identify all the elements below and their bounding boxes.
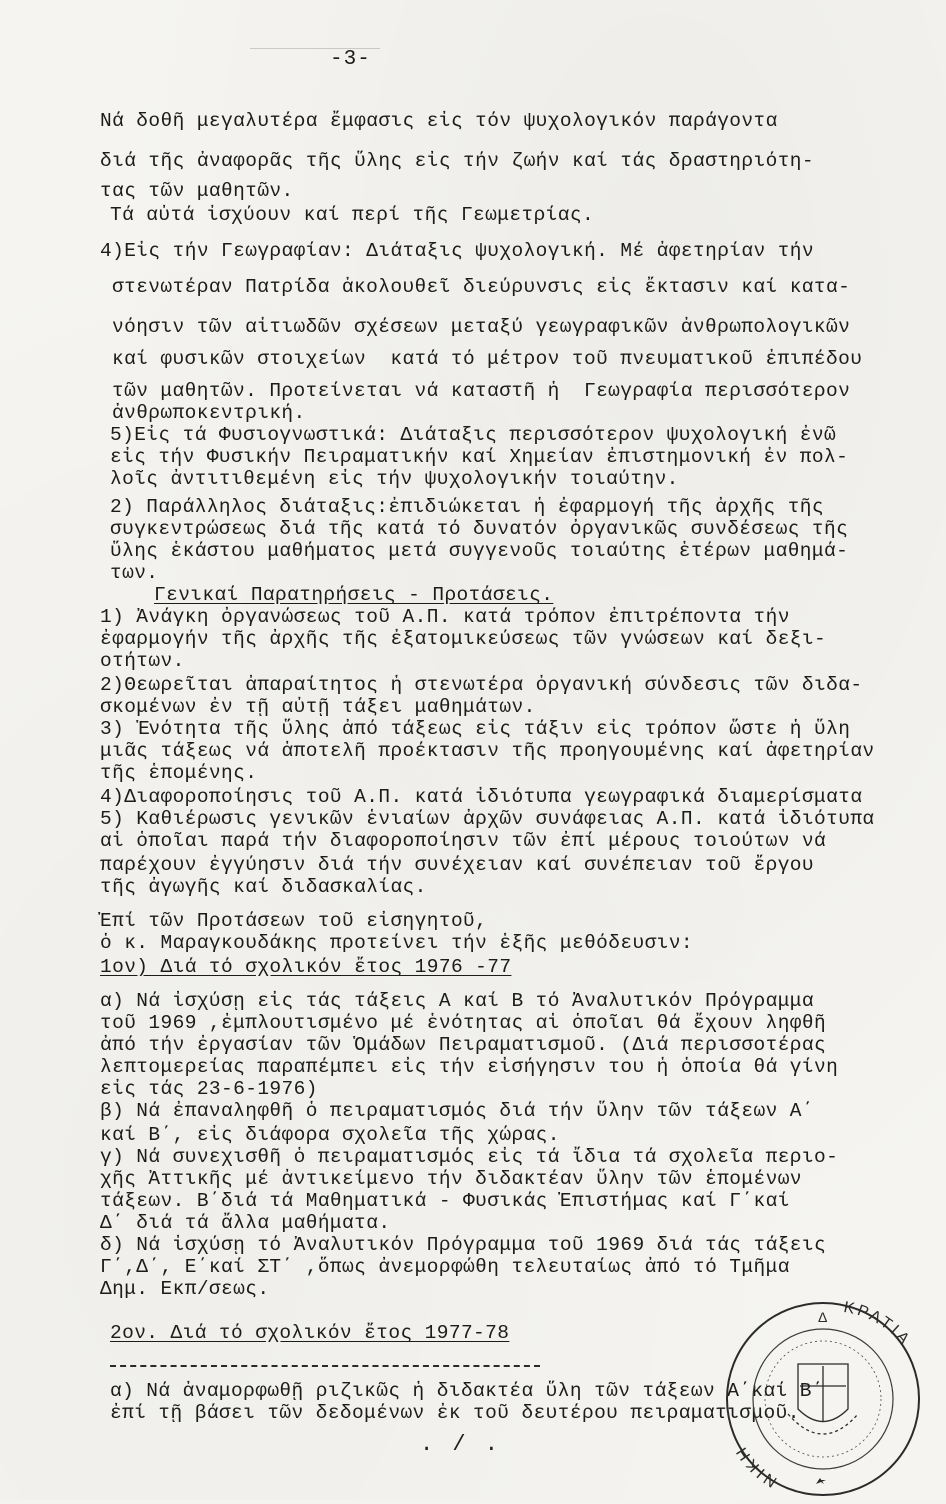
text-line: ἀπό τήν ἐργασίαν τῶν Ὁμάδων Πειραματισμοῦ. (Διά περισσοτέρας: [100, 1034, 827, 1056]
text-line: τας τῶν μαθητῶν.: [100, 180, 294, 202]
section-heading: Γενικαί Παρατηρήσεις - Προτάσεις.: [154, 584, 554, 606]
text-line: Τά αὐτά ἰσχύουν καί περί τῆς Γεωμετρίας.: [110, 204, 595, 226]
text-line: αἱ ὁποῖαι παρά τήν διαφοροποίησιν τῶν ἐπί μέρους τοιούτων νά: [100, 830, 827, 852]
text-line: εἰς τάς 23-6-1976): [100, 1078, 318, 1100]
text-line: α) Νά ἰσχύσῃ εἰς τάς τάξεις Α καί Β τό Ἀναλυτικόν Πρόγραμμα: [100, 990, 815, 1012]
text-line: γ) Νά συνεχισθῆ ὁ πειραματισμός εἰς τά ἴδια τά σχολεῖα περιο-: [100, 1146, 839, 1168]
section-heading: 1ον) Διά τό σχολικόν ἔτος 1976 -77: [100, 956, 512, 978]
text-line: εἰς τήν Φυσικήν Πειραματικήν καί Χημείαν ἐπιστημονική ἐν πολ-: [110, 446, 849, 468]
text-line: λεπτομερείας παραπέμπει εἰς τήν εἰσήγησιν του ἡ ὁποία θά γίνη: [100, 1056, 839, 1078]
text-line: παρέχουν ἐγγύησιν διά τήν συνέχειαν καί συνέπειαν τοῦ ἔργου: [100, 854, 815, 876]
section-divider: [110, 1365, 540, 1367]
text-line: 5) Καθιέρωσις γενικῶν ἑνιαίων ἀρχῶν συνάφειας Α.Π. κατά ἰδιότυπα: [100, 808, 875, 830]
text-line: β) Νά ἐπαναληφθῆ ὁ πειραματισμός διά τήν ὕλην τῶν τάξεων Α΄: [100, 1100, 815, 1122]
official-seal-stamp: [718, 1294, 928, 1504]
text-line: Δ΄ διά τά ἄλλα μαθήματα.: [100, 1212, 391, 1234]
text-line: 4)Εἰς τήν Γεωγραφίαν: Διάταξις ψυχολογική. Μέ ἀφετηρίαν τήν: [100, 240, 815, 262]
section-heading: 2ον. Διά τό σχολικόν ἔτος 1977-78: [110, 1322, 510, 1344]
text-line: των.: [110, 562, 159, 584]
text-line: ἐφαρμογήν τῆς ἀρχῆς τῆς ἐξατομικεύσεως τῶν γνώσεων καί δεξι-: [100, 628, 827, 650]
text-line: ὕλης ἑκάστου μαθήματος μετά συγγενοῦς τοιαύτης ἑτέρων μαθημά-: [110, 540, 849, 562]
text-line: δ) Νά ἰσχύσῃ τό Ἀναλυτικόν Πρόγραμμα τοῦ 1969 διά τάς τάξεις: [100, 1234, 827, 1256]
text-line: χῆς Ἀττικῆς μέ ἀντικείμενο τήν διδακτέαν ὕλην τῶν ἑπομένων: [100, 1168, 802, 1190]
page-number: -3-: [330, 48, 371, 71]
text-line: Γ΄,Δ΄, Ε΄καί ΣΤ΄ ,ὅπως ἀνεμορφώθη τελευταίως ἀπό τό Τμῆμα: [100, 1256, 790, 1278]
continuation-mark: . / .: [420, 1432, 502, 1457]
seal-star-icon: [816, 1478, 826, 1484]
text-line: Δημ. Εκπ/σεως.: [100, 1278, 270, 1300]
text-line: 4)Διαφοροποίησις τοῦ Α.Π. κατά ἰδιότυπα γεωγραφικά διαμερίσματα: [100, 786, 863, 808]
seal-right-text: ΚΡΑΤΙΑ: [842, 1298, 915, 1350]
text-line: συγκεντρώσεως διά τῆς κατά τό δυνατόν ὀργανικῶς συνδέσεως τῆς: [110, 518, 849, 540]
text-line: τῆς ἑπομένης.: [100, 762, 258, 784]
text-line: ἐπί τῇ βάσει τῶν δεδομένων ἐκ τοῦ δευτέρου πειραματισμοῦ.: [110, 1402, 800, 1424]
text-line: ὁ κ. Μαραγκουδάκης προτείνει τήν ἑξῆς μεθόδευσιν:: [100, 932, 693, 954]
text-line: 2)Θεωρεῖται ἀπαραίτητος ἡ στενωτέρα ὀργανική σύνδεσις τῶν διδα-: [100, 674, 863, 696]
faint-margin-mark: [250, 30, 380, 49]
text-line: Ἐπί τῶν Προτάσεων τοῦ εἰσηγητοῦ,: [100, 910, 488, 932]
text-line: τάξεων. Β΄διά τά Μαθηματικά - Φυσικάς Ἐπιστήμας καί Γ΄καί: [100, 1190, 790, 1212]
seal-left-text: ΝΙΚΗ: [732, 1441, 781, 1491]
text-line: διά τῆς ἀναφορᾶς τῆς ὕλης εἰς τήν ζωήν καί τάς δραστηριότη-: [100, 150, 815, 172]
seal-emblem-icon: [788, 1364, 858, 1434]
text-line: 2) Παράλληλος διάταξις:ἐπιδιώκεται ἡ ἐφαρμογή τῆς ἀρχῆς τῆς: [110, 496, 825, 518]
text-line: σκομένων ἐν τῇ αὐτῇ τάξει μαθημάτων.: [100, 696, 536, 718]
text-line: τοῦ 1969 ,ἐμπλουτισμένο μέ ἑνότητας αἱ ὁποῖαι θά ἔχουν ληφθῆ: [100, 1012, 827, 1034]
text-line: 1) Ἀνάγκη ὀργανώσεως τοῦ Α.Π. κατά τρόπον ἐπιτρέποντα τήν: [100, 606, 790, 628]
seal-top-letter: Δ: [818, 1309, 828, 1325]
text-line: 3) Ἑνότητα τῆς ὕλης ἀπό τάξεως εἰς τάξιν εἰς τρόπον ὥστε ἡ ὕλη: [100, 718, 851, 740]
text-line: 5)Εἰς τά Φυσιογνωστικά: Διάταξις περισσότερον ψυχολογική ἐνῶ: [110, 424, 837, 446]
text-line: τῶν μαθητῶν. Προτείνεται νά καταστῆ ἡ Γεωγραφία περισσότερον: [112, 380, 851, 402]
text-line: λοῖς ἀντιτιθεμένη εἰς τήν ψυχολογικήν τοιαύτην.: [110, 468, 679, 490]
text-line: στενωτέραν Πατρίδα ἀκολουθεῖ διεύρυνσις εἰς ἔκτασιν καί κατα-: [112, 276, 851, 298]
text-line: Νά δοθῆ μεγαλυτέρα ἔμφασις εἰς τόν ψυχολογικόν παράγοντα: [100, 110, 778, 132]
text-line: καί φυσικῶν στοιχείων κατά τό μέτρον τοῦ πνευματικοῦ ἐπιπέδου: [112, 348, 863, 370]
text-line: καί Β΄, εἰς διάφορα σχολεῖα τῆς χώρας.: [100, 1124, 560, 1146]
text-line: α) Νά ἀναμορφωθῇ ριζικῶς ἡ διδακτέα ὕλη τῶν τάξεων Α΄καί Β΄: [110, 1380, 825, 1402]
text-line: μιᾶς τάξεως νά ἀποτελῆ προέκτασιν τῆς προηγουμένης καί ἀφετηρίαν: [100, 740, 875, 762]
text-line: οτήτων.: [100, 650, 185, 672]
text-line: τῆς ἀγωγῆς καί διδασκαλίας.: [100, 876, 427, 898]
text-line: νόησιν τῶν αἰτιωδῶν σχέσεων μεταξύ γεωγραφικῶν ἀνθρωπολογικῶν: [112, 316, 851, 338]
text-line: ἀνθρωποκεντρική.: [112, 402, 306, 424]
